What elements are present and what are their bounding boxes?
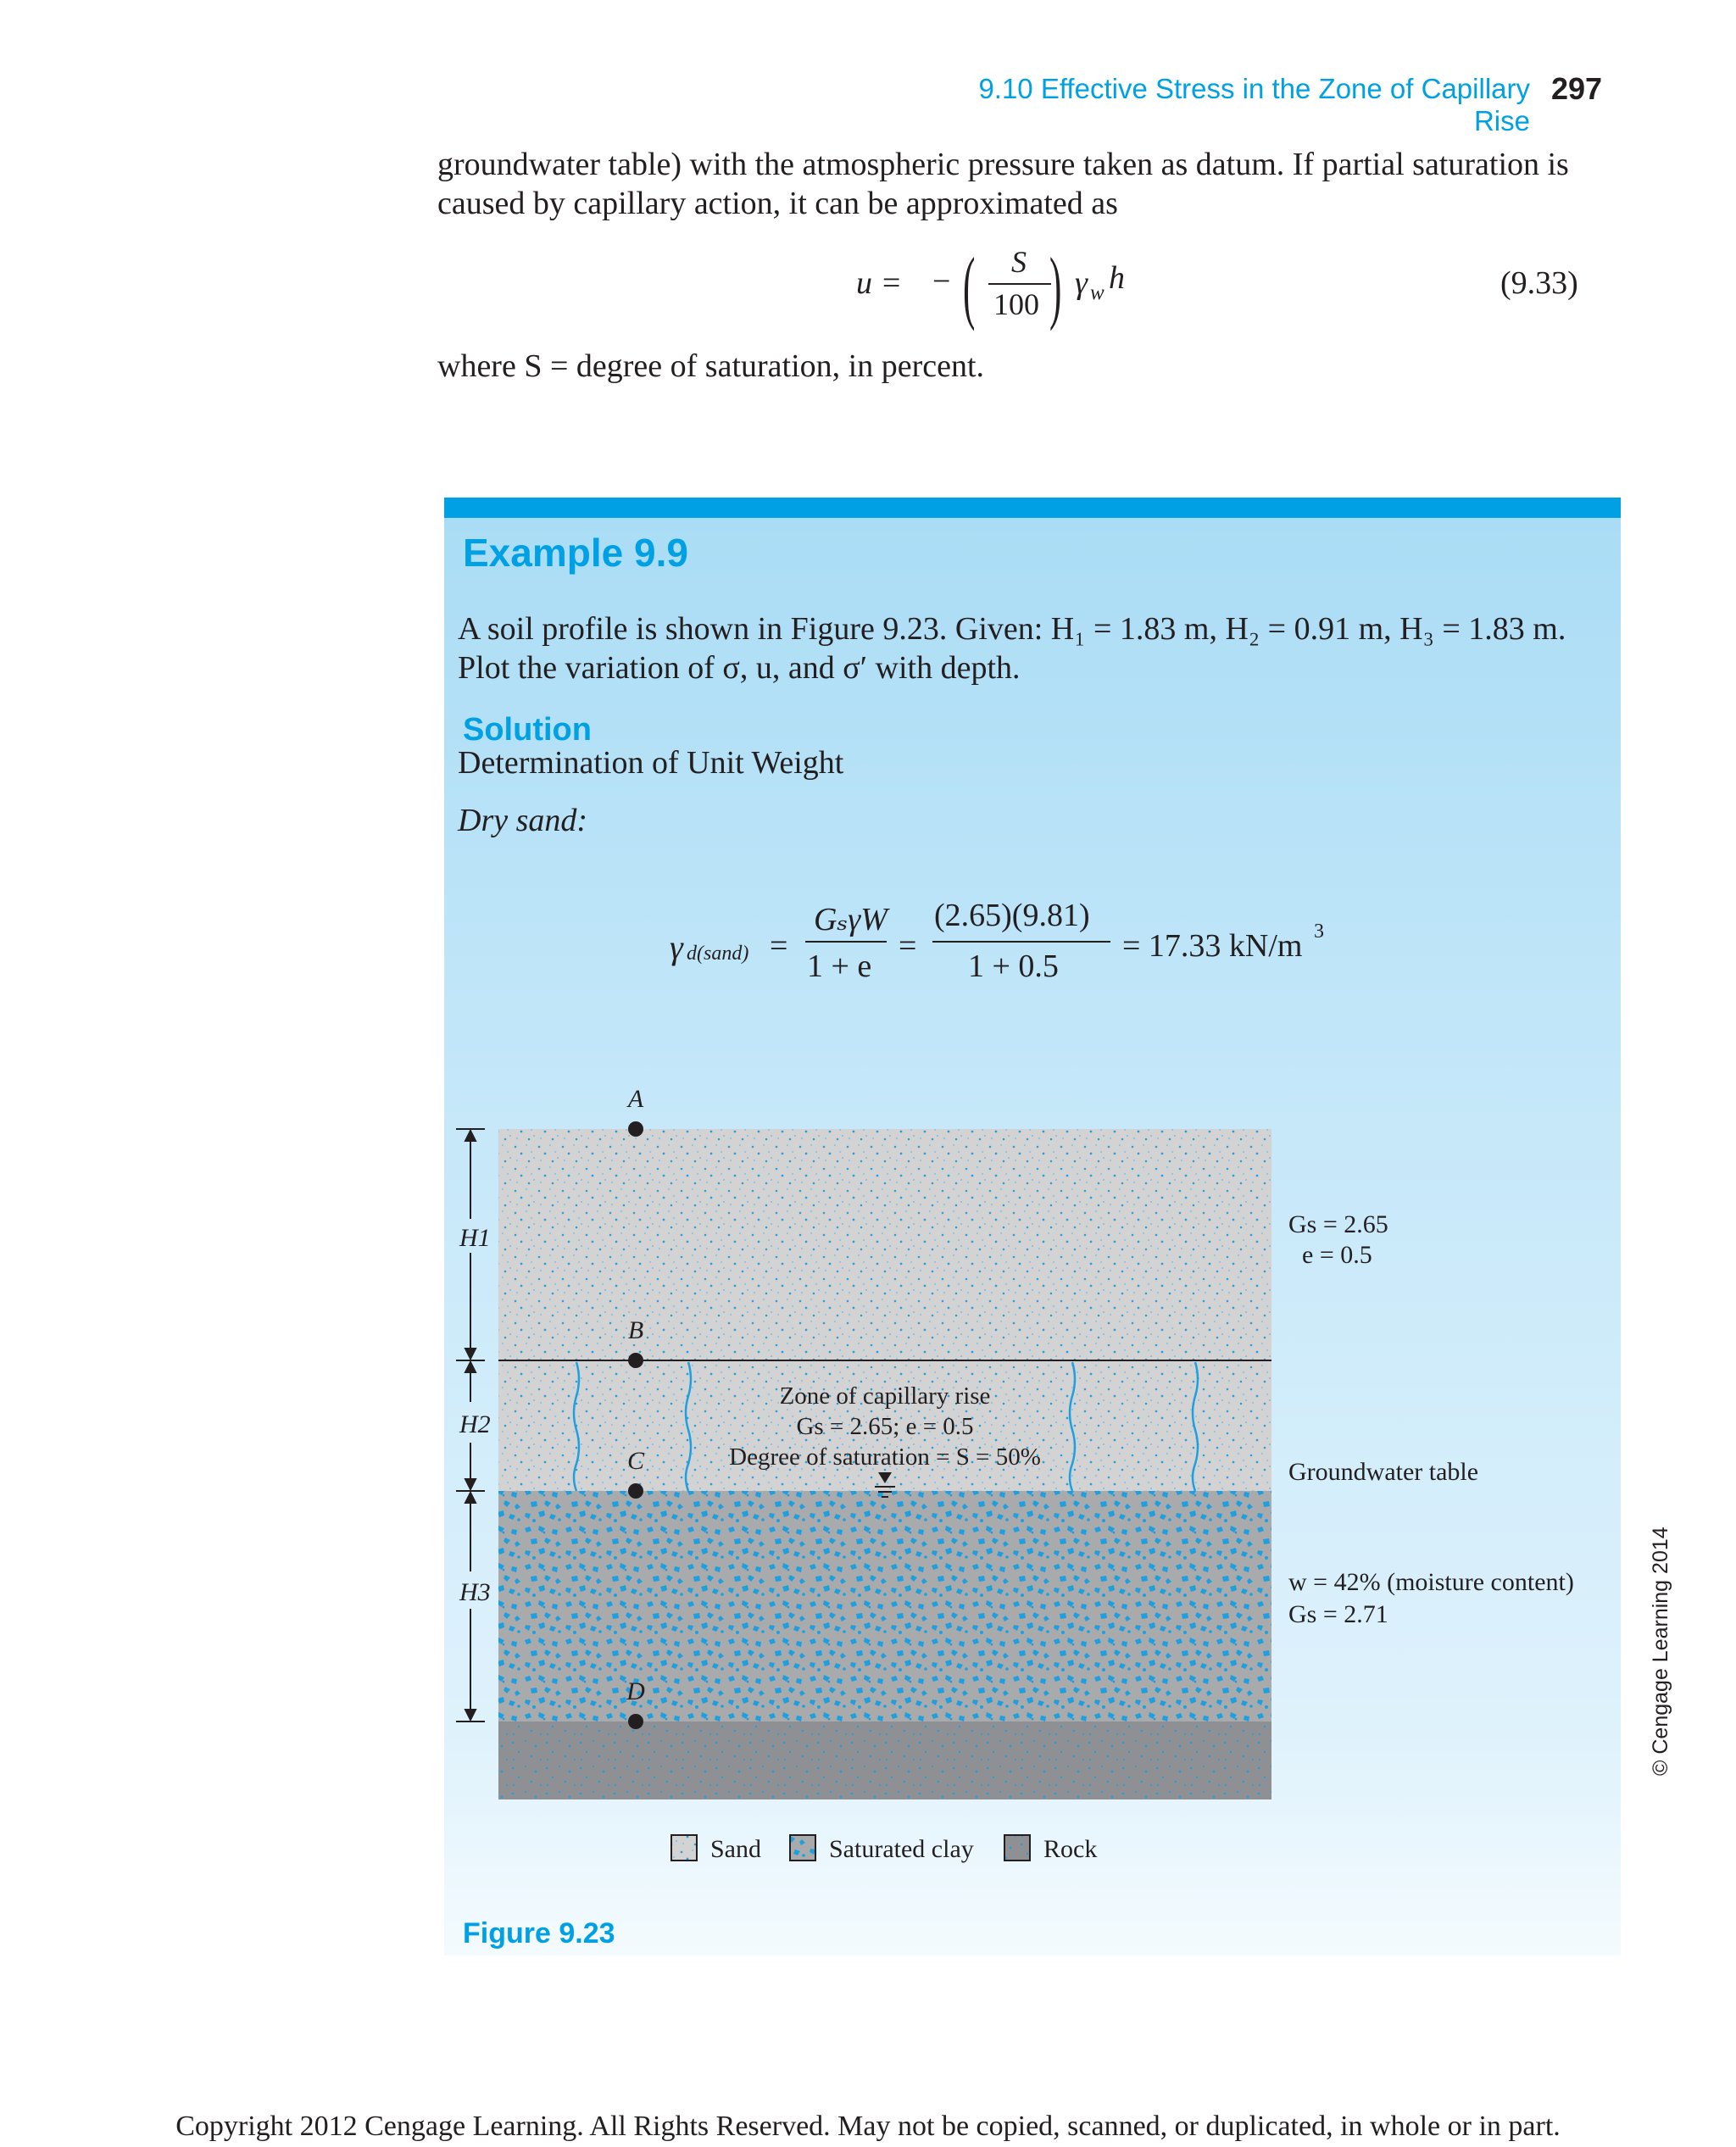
- uw-frac2-num: (2.65)(9.81): [934, 898, 1090, 933]
- unit-weight-equation: [670, 890, 1365, 992]
- capillary-text-3: Degree of saturation = S = 50%: [729, 1443, 1041, 1471]
- equation-9-33: [856, 241, 1136, 331]
- legend-sand-swatch: [671, 1835, 697, 1861]
- uw-eq2: =: [899, 928, 917, 964]
- clay-w: w = 42% (moisture content): [1288, 1568, 1574, 1596]
- legend-rock-swatch: [1004, 1835, 1030, 1861]
- dim-h1-label: H1: [459, 1224, 491, 1252]
- eq-minus: −: [932, 264, 951, 299]
- page-number: 297: [1551, 71, 1603, 106]
- legend-clay-swatch: [790, 1835, 815, 1861]
- eq-lhs: u =: [856, 265, 903, 301]
- example-title: Example 9.9: [463, 531, 688, 575]
- running-title: 9.10 Effective Stress in the Zone of Capillary Rise: [978, 73, 1530, 136]
- capillary-text-2: Gs = 2.65; e = 0.5: [796, 1413, 974, 1440]
- point-a-marker: [628, 1121, 643, 1137]
- point-c-label: C: [626, 1447, 645, 1475]
- subheading: Determination of Unit Weight: [458, 745, 844, 781]
- point-b-label: B: [627, 1316, 644, 1344]
- point-a-label: A: [627, 1085, 644, 1113]
- figure-9-23: [441, 1076, 1628, 1873]
- clay-gs: Gs = 2.71: [1288, 1600, 1388, 1628]
- dim-h2-label: H2: [459, 1410, 491, 1438]
- uw-frac1-num: GₛγW: [814, 902, 887, 937]
- side-copyright: © Cengage Learning 2014: [1649, 1527, 1672, 1776]
- equation-number: (9.33): [1500, 265, 1578, 301]
- where-text: where S = degree of saturation, in percent.: [437, 348, 985, 384]
- right-paren: ): [1049, 241, 1062, 331]
- uw-result: = 17.33 kN/m: [1122, 928, 1303, 964]
- example-top-bar: [444, 498, 1621, 518]
- eq-denominator: 100: [993, 287, 1039, 321]
- legend-clay-label: Saturated clay: [829, 1835, 974, 1863]
- eq-gamma: γ: [1075, 265, 1088, 301]
- point-d-marker: [628, 1714, 643, 1729]
- groundwater-label: Groundwater table: [1288, 1458, 1479, 1486]
- saturated-clay-layer: [498, 1491, 1271, 1721]
- eq-h: h: [1109, 260, 1125, 296]
- uw-result-sup: 3: [1314, 921, 1324, 943]
- dry-sand-e: e = 0.5: [1302, 1241, 1372, 1269]
- dim-h3-label: H3: [459, 1578, 491, 1606]
- point-d-label: D: [626, 1677, 645, 1705]
- intro-line-1: groundwater table) with the atmospheric pressure taken as datum. If partial saturation is: [437, 147, 1569, 182]
- fraction-bar: [988, 283, 1051, 285]
- problem-line-2: Plot the variation of σ, u, and σ′ with depth.: [458, 650, 1021, 686]
- capillary-text-1: Zone of capillary rise: [779, 1382, 991, 1410]
- dry-sand-gs: Gs = 2.65: [1288, 1210, 1388, 1238]
- figure-caption: Figure 9.23: [463, 1917, 615, 1950]
- point-b-marker: [628, 1353, 643, 1368]
- uw-frac1-bar: [805, 941, 887, 943]
- eq-gamma-sub: w: [1090, 281, 1104, 304]
- problem-line-1: A soil profile is shown in Figure 9.23. Given: H₁ = 1.83 m, H₂ = 0.91 m, H₃ = 1.83 m.: [458, 611, 1566, 647]
- footer-copyright: Copyright 2012 Cengage Learning. All Rights Reserved. May not be copied, scanned, or duplicated, in whole or in part.: [175, 2111, 1561, 2142]
- eq-numerator: S: [1011, 245, 1027, 279]
- uw-frac1-den: 1 + e: [807, 948, 872, 984]
- legend-rock-label: Rock: [1043, 1835, 1098, 1863]
- intro-line-2: caused by capillary action, it can be approximated as: [437, 186, 1118, 221]
- left-paren: (: [963, 241, 976, 331]
- uw-frac2-den: 1 + 0.5: [968, 948, 1059, 984]
- uw-gamma: γ: [670, 928, 683, 966]
- uw-frac2-bar: [932, 941, 1110, 943]
- uw-gamma-sub: d(sand): [687, 943, 749, 965]
- dry-sand-layer: [498, 1129, 1271, 1360]
- rock-layer: [498, 1721, 1271, 1799]
- solution-heading: Solution: [463, 712, 592, 748]
- point-c-marker: [628, 1483, 643, 1499]
- legend-sand-label: Sand: [710, 1835, 761, 1863]
- dry-sand-label: Dry sand:: [458, 803, 588, 838]
- uw-eq1: =: [770, 928, 788, 964]
